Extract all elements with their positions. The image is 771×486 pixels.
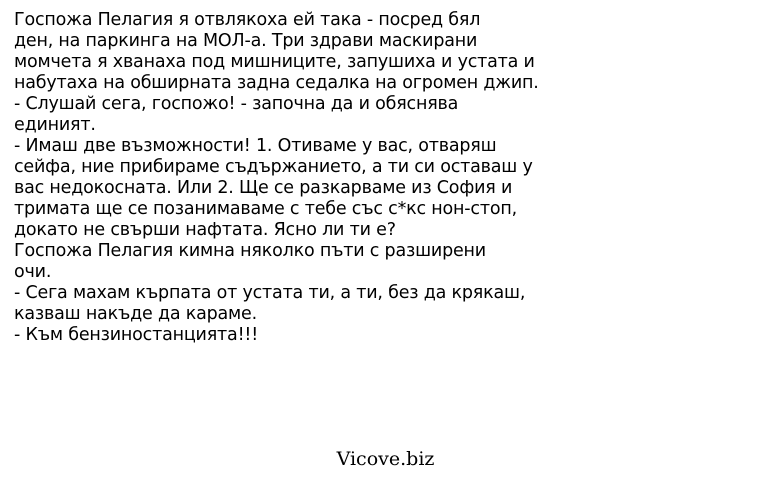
joke-line: момчета я хванаха под мишниците, запушиха и устата и: [14, 52, 535, 72]
joke-line: - Имаш две възможности! 1. Отиваме у вас, отваряш: [14, 136, 497, 156]
joke-line: набутаха на обширната задна седалка на огромен джип.: [14, 73, 539, 93]
joke-line: - Сега махам кърпата от устата ти, а ти, без да крякаш,: [14, 283, 526, 303]
joke-line: - Слушай сега, госпожо! - започна да и обяснява: [14, 94, 459, 114]
joke-line: - Към бензиностанцията!!!: [14, 325, 259, 345]
joke-line: сейфа, ние прибираме съдържанието, а ти си оставаш у: [14, 157, 533, 177]
site-watermark: Vicove.biz: [336, 448, 435, 470]
joke-line: Госпожа Пелагия кимна няколко пъти с разширени: [14, 241, 486, 261]
joke-line: казваш накъде да караме.: [14, 304, 257, 324]
joke-line: очи.: [14, 262, 52, 282]
joke-line: ден, на паркинга на МОЛ-а. Три здрави маскирани: [14, 31, 478, 51]
joke-line: Госпожа Пелагия я отвлякоха ей така - посред бял: [14, 10, 481, 30]
joke-text: [14, 10, 764, 346]
joke-line: вас недокосната. Или 2. Ще се разкарваме из София и: [14, 178, 513, 198]
joke-line: докато не свърши нафтата. Ясно ли ти е?: [14, 220, 396, 240]
joke-line: тримата ще се позанимаваме с тебе със с*кс нон-стоп,: [14, 199, 517, 219]
joke-line: единият.: [14, 115, 96, 135]
